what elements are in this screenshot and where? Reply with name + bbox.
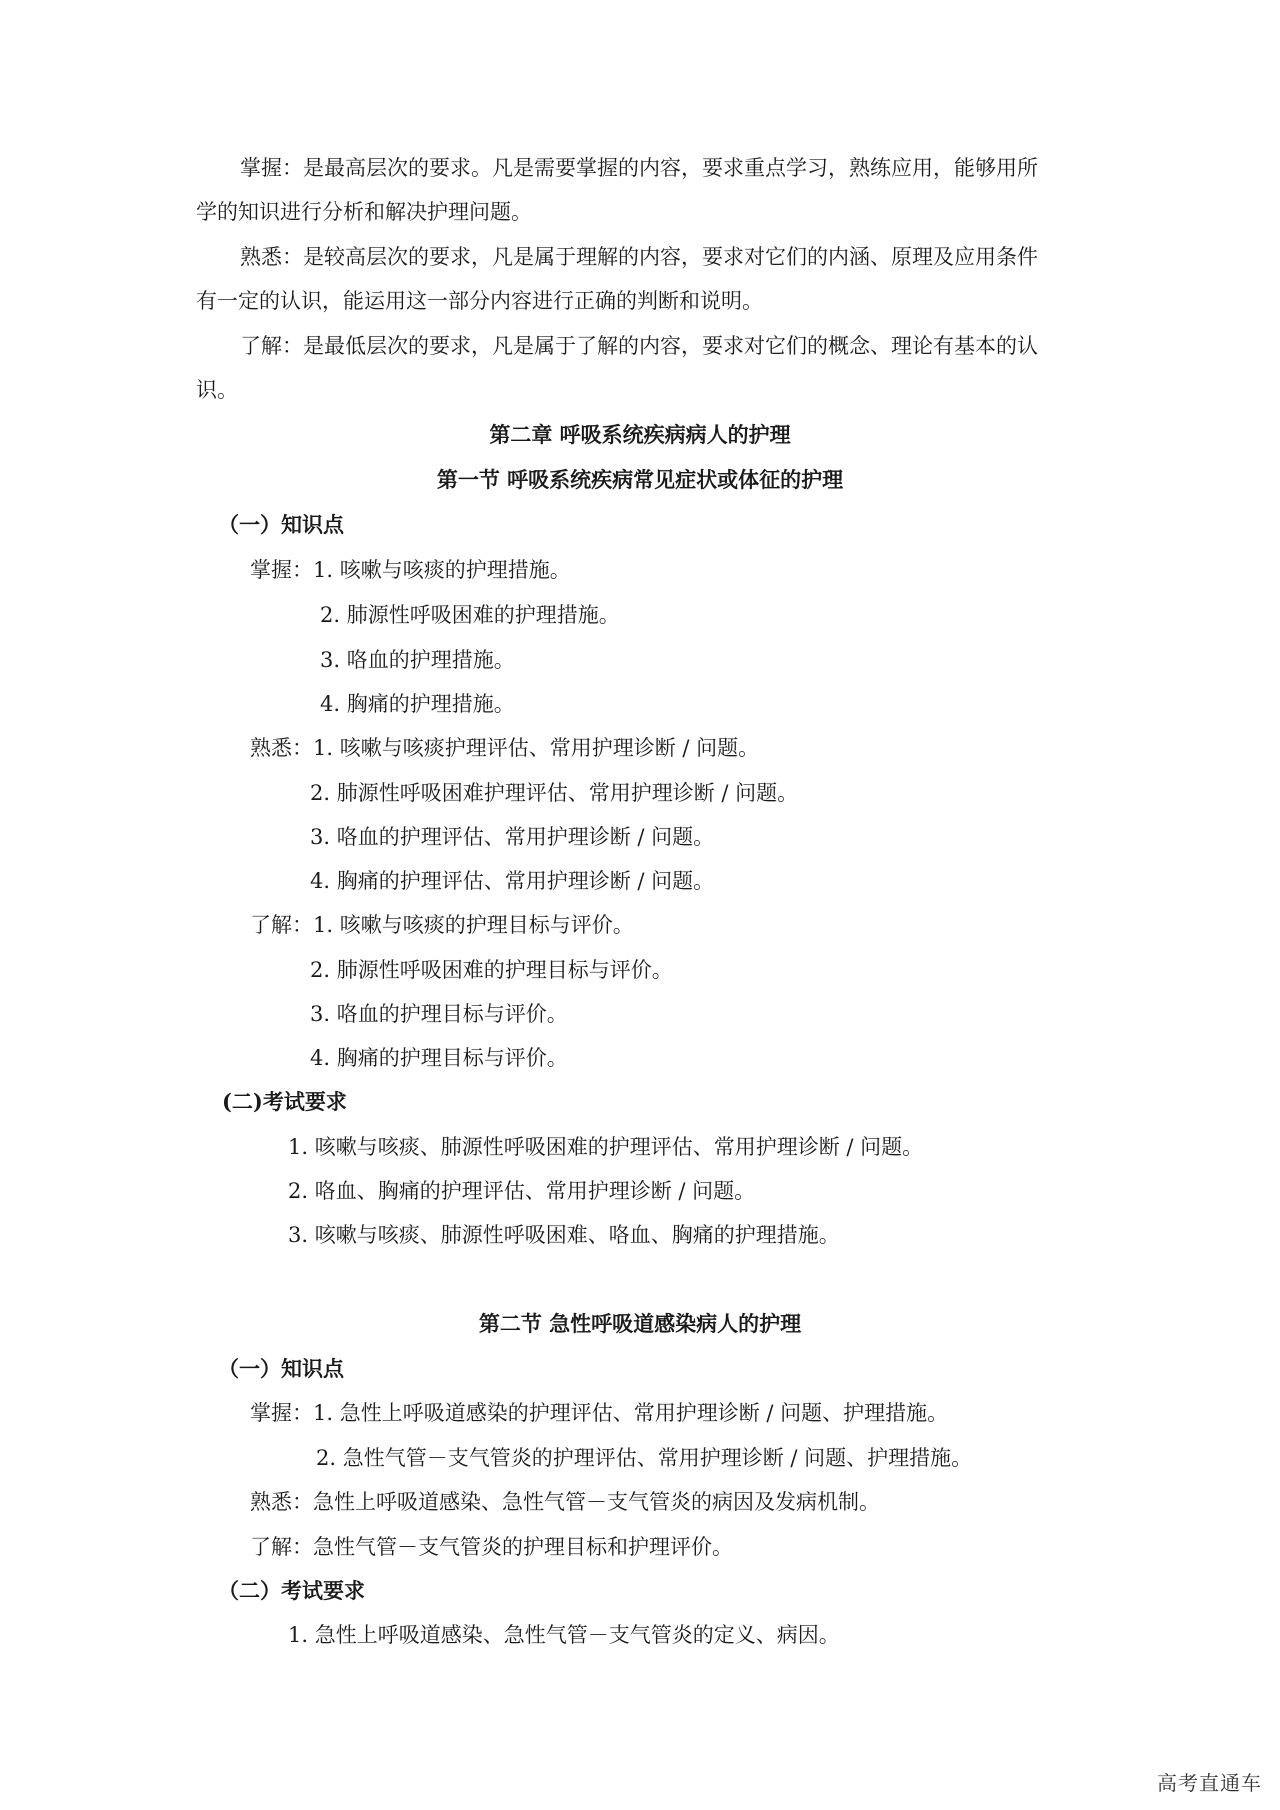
section1-mastery-item: 掌握：1. 咳嗽与咳痰的护理措施。 <box>250 558 571 582</box>
section2-exam-item: 1. 急性上呼吸道感染、急性气管－支气管炎的定义、病因。 <box>288 1623 840 1647</box>
section1-title: 第一节 呼吸系统疾病常见症状或体征的护理 <box>436 467 844 492</box>
section2-familiar: 熟悉：急性上呼吸道感染、急性气管－支气管炎的病因及发病机制。 <box>250 1490 880 1514</box>
watermark-text: 高考直通车 <box>1157 1771 1262 1795</box>
section2-mastery-item: 掌握：1. 急性上呼吸道感染的护理评估、常用护理诊断 / 问题、护理措施。 <box>250 1401 949 1425</box>
intro-familiar-line2: 有一定的认识，能运用这一部分内容进行正确的判断和说明。 <box>196 289 763 313</box>
section1-understand-item: 了解：1. 咳嗽与咳痰的护理目标与评价。 <box>250 913 634 937</box>
section1-exam-item: 3. 咳嗽与咳痰、肺源性呼吸困难、咯血、胸痛的护理措施。 <box>288 1223 840 1247</box>
section1-mastery-item: 2. 肺源性呼吸困难的护理措施。 <box>320 603 620 627</box>
section2-exam-heading: （二）考试要求 <box>218 1578 365 1603</box>
section1-understand-item: 4. 胸痛的护理目标与评价。 <box>310 1046 568 1070</box>
section1-familiar-item: 熟悉：1. 咳嗽与咳痰护理评估、常用护理诊断 / 问题。 <box>250 736 760 760</box>
intro-mastery-line2: 学的知识进行分析和解决护理问题。 <box>196 200 532 224</box>
section1-familiar-item: 3. 咯血的护理评估、常用护理诊断 / 问题。 <box>310 825 715 849</box>
section1-mastery-item: 3. 咯血的护理措施。 <box>320 648 515 672</box>
section2-understand: 了解：急性气管－支气管炎的护理目标和护理评价。 <box>250 1535 733 1559</box>
intro-understand-line2: 识。 <box>196 378 238 402</box>
chapter-title: 第二章 呼吸系统疾病病人的护理 <box>489 422 791 447</box>
section1-familiar-item: 4. 胸痛的护理评估、常用护理诊断 / 问题。 <box>310 869 715 893</box>
section1-knowledge-heading: （一）知识点 <box>218 512 344 537</box>
section1-mastery-item: 4. 胸痛的护理措施。 <box>320 692 515 716</box>
section1-exam-item: 2. 咯血、胸痛的护理评估、常用护理诊断 / 问题。 <box>288 1179 756 1203</box>
section1-familiar-item: 2. 肺源性呼吸困难护理评估、常用护理诊断 / 问题。 <box>310 781 799 805</box>
intro-understand-line1: 了解：是最低层次的要求，凡是属于了解的内容，要求对它们的概念、理论有基本的认 <box>240 334 1038 358</box>
intro-familiar-line1: 熟悉：是较高层次的要求，凡是属于理解的内容，要求对它们的内涵、原理及应用条件 <box>240 245 1038 269</box>
section2-knowledge-heading: （一）知识点 <box>218 1356 344 1381</box>
section1-exam-item: 1. 咳嗽与咳痰、肺源性呼吸困难的护理评估、常用护理诊断 / 问题。 <box>288 1135 924 1159</box>
intro-mastery-line1: 掌握：是最高层次的要求。凡是需要掌握的内容，要求重点学习，熟练应用，能够用所 <box>240 156 1038 180</box>
section1-understand-item: 2. 肺源性呼吸困难的护理目标与评价。 <box>310 958 673 982</box>
section2-title: 第二节 急性呼吸道感染病人的护理 <box>478 1311 802 1336</box>
section1-understand-item: 3. 咯血的护理目标与评价。 <box>310 1002 568 1026</box>
section2-mastery-item: 2. 急性气管－支气管炎的护理评估、常用护理诊断 / 问题、护理措施。 <box>316 1446 973 1470</box>
section1-exam-heading: (二)考试要求 <box>222 1089 347 1114</box>
